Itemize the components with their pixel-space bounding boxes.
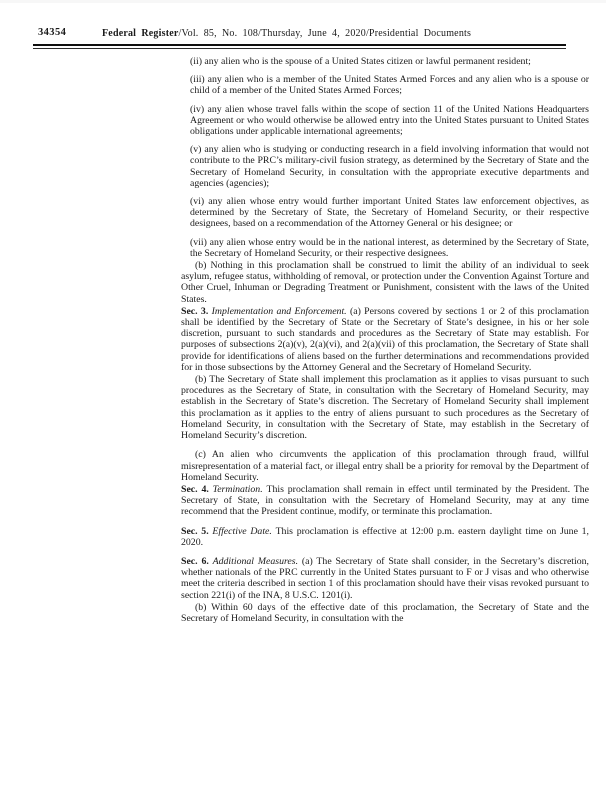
section-paragraph (181, 484, 589, 518)
header-rule (33, 44, 566, 49)
paragraph: (b) Within 60 days of the effective date of this proclamation, the Secretary of State and the Secretary of Homeland Security, in consultation with the (181, 601, 589, 624)
section-paragraph (181, 306, 589, 373)
section-label: Sec. 6. (181, 555, 213, 567)
section-title: Termination. (212, 483, 267, 495)
header-title-bold: Federal Register (102, 28, 179, 39)
page-top-edge (0, 0, 606, 3)
paragraph: (iv) any alien whose travel falls within the scope of section 11 of the United Nations Headquarters Agreement or who would otherwise be allowed entry into the United States pursuant to United States obligations under applicable international agreements; (190, 103, 589, 138)
page-number: 34354 (38, 27, 67, 38)
section-label: Sec. 5. (181, 525, 213, 537)
paragraph: (v) any alien who is studying or conducting research in a field involving information that would not contribute to the PRC’s military-civil fusion strategy, as determined by the Secretary of State and the Secretary of Homeland Security, in consultation with the appropriate executive departments and agencies (agencies); (190, 144, 589, 189)
section-label: Sec. 3. (181, 305, 212, 317)
section-paragraph (181, 526, 589, 548)
section-text: (a) The Secretary of State shall consider, in the Secretary’s discretion, whether nationals of the PRC currently in the United States pursuant to F or J visas and who otherwise meet the criteria described in section 1 of this proclamation should have their visas revoked pursuant to section 221(i) of the INA, 8 U.S.C. 1201(i). (181, 555, 589, 601)
paragraph: (b) Nothing in this proclamation shall be construed to limit the ability of an individual to seek asylum, refugee status, withholding of removal, or protection under the Convention Against Torture and Other Cruel, Inhuman or Degrading Treatment or Punishment, consistent with the laws of the United States. (181, 260, 589, 305)
paragraph: (ii) any alien who is the spouse of a United States citizen or lawful permanent resident; (190, 56, 531, 67)
section-title: Effective Date. (212, 525, 276, 537)
section-label: Sec. 4. (181, 483, 213, 495)
section-title: Additional Measures. (212, 555, 302, 567)
paragraph: (b) The Secretary of State shall implement this proclamation as it applies to visas pursuant to such procedures as the Secretary of State, in consultation with the Secretary of Homeland Security, may establish in the Secretary of State’s discretion. The Secretary of Homeland Security shall implement this proclamation as it applies to the entry of aliens pursuant to such procedures as the Secretary of Homeland Security, in consultation with the Secretary of State, may establish in the Secretary of Homeland Security’s discretion. (181, 374, 589, 442)
section-paragraph (181, 556, 589, 601)
section-text: This proclamation is effective at 12:00 p.m. eastern daylight time on June 1, 2020. (181, 525, 589, 548)
header-title-rest: /Vol. 85, No. 108/Thursday, June 4, 2020/Presidential Documents (178, 28, 472, 39)
section-title: Implementation and Enforcement. (211, 305, 350, 317)
paragraph: (c) An alien who circumvents the application of this proclamation through fraud, willful misrepresentation of a material fact, or illegal entry shall be a priority for removal by the Department of Homeland Security. (181, 449, 589, 483)
section-text: This proclamation shall remain in effect until terminated by the President. The Secretary of State, in consultation with the Secretary of Homeland Security, may at any time recommend that the President continue, modify, or terminate this proclamation. (181, 483, 590, 518)
paragraph: (iii) any alien who is a member of the United States Armed Forces and any alien who is a spouse or child of a member of the United States Armed Forces; (190, 74, 589, 97)
section-text: (a) Persons covered by sections 1 or 2 of this proclamation shall be identified by the Secretary of State or the Secretary of State’s designee, in his or her sole discretion, pursuant to such standards and procedures as the Secretary of State may establish. For purposes of subsections 2(a)(v), 2(a)(vi), and 2(a)(vii) of this proclamation, the Secretary of State shall provide for identifications of aliens based on the further determinations and recommendations provided for in those subsections by the Attorney General and the Secretary of Homeland Security. (181, 305, 590, 373)
header-title (102, 28, 471, 39)
paragraph: (vi) any alien whose entry would further important United States law enforcement objectives, as determined by the Secretary of State, the Secretary of Homeland Security, or their respective designees, based on a recommendation of the Attorney General or his designee; or (190, 196, 589, 230)
body-column (181, 56, 589, 624)
paragraph: (vii) any alien whose entry would be in the national interest, as determined by the Secretary of State, the Secretary of Homeland Security, or their respective designees. (190, 236, 589, 259)
